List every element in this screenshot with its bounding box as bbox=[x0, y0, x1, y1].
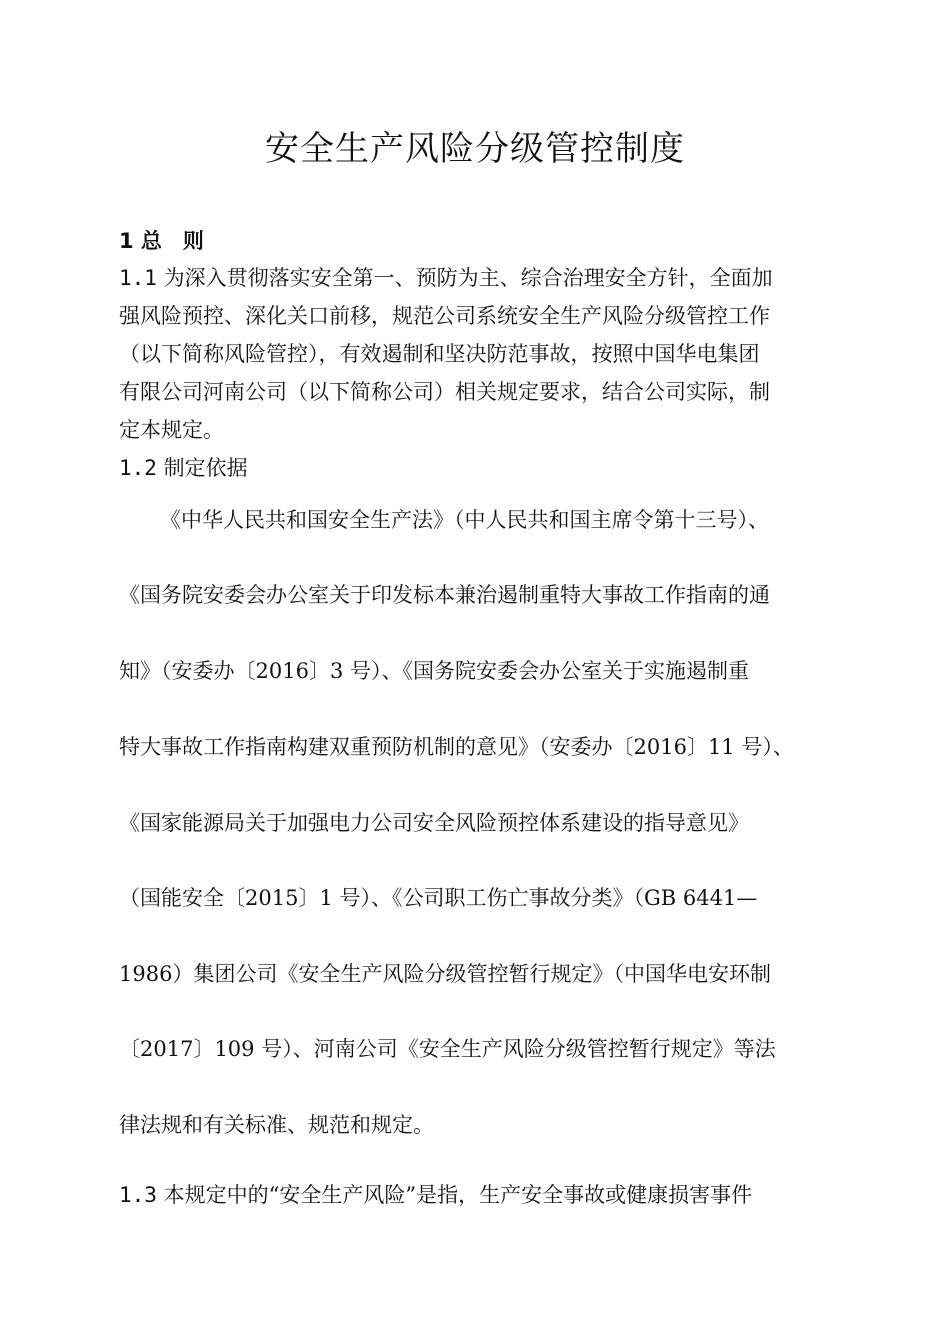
clause-number-1-1: 1.1 bbox=[119, 266, 157, 290]
paragraph-1-3-text-1: 本规定中的“安全生产风险”是指，生产安全事故或健康损害事件 bbox=[163, 1183, 753, 1207]
basis-line-3: 知》（安委办〔2016〕3 号）、《国务院安委会办公室关于实施遏制重 bbox=[119, 659, 749, 683]
paragraph-1-1-line-4: 有限公司河南公司（以下简称公司）相关规定要求，结合公司实际，制 bbox=[119, 380, 770, 404]
paragraph-1-2-heading-text: 制定依据 bbox=[163, 456, 248, 480]
basis-line-2: 《国务院安委会办公室关于印发标本兼治遏制重特大事故工作指南的通 bbox=[119, 583, 770, 607]
page-title: 安全生产风险分级管控制度 bbox=[265, 129, 685, 169]
paragraph-1-1-text-1: 为深入贯彻落实安全第一、预防为主、综合治理安全方针，全面加 bbox=[163, 266, 773, 290]
section-heading-general: 1 总 则 bbox=[119, 229, 204, 253]
paragraph-1-3-line-1 bbox=[119, 1182, 752, 1208]
paragraph-1-2-heading bbox=[119, 455, 248, 481]
clause-number-1-3: 1.3 bbox=[119, 1183, 157, 1207]
paragraph-1-1-line-5: 定本规定。 bbox=[119, 418, 224, 442]
clause-number-1-2: 1.2 bbox=[119, 456, 157, 480]
paragraph-1-1-line-2: 强风险预控、深化关口前移，规范公司系统安全生产风险分级管控工作 bbox=[119, 304, 770, 328]
basis-line-1: 《中华人民共和国安全生产法》（中人民共和国主席令第十三号）、 bbox=[160, 508, 769, 532]
basis-line-6: （国能安全〔2015〕1 号）、《公司职工伤亡事故分类》（GB 6441— bbox=[119, 886, 758, 910]
paragraph-1-1-line-1 bbox=[119, 265, 773, 291]
basis-line-5: 《国家能源局关于加强电力公司安全风险预控体系建设的指导意见》 bbox=[119, 811, 749, 835]
basis-line-7: 1986）集团公司《安全生产风险分级管控暂行规定》（中国华电安环制 bbox=[119, 962, 771, 986]
basis-line-8: 〔2017〕109 号）、河南公司《安全生产风险分级管控暂行规定》等法 bbox=[119, 1037, 776, 1061]
basis-line-4: 特大事故工作指南构建双重预防机制的意见》（安委办〔2016〕11 号）、 bbox=[119, 735, 794, 759]
basis-line-9: 律法规和有关标准、规范和规定。 bbox=[119, 1113, 434, 1137]
paragraph-1-1-line-3: （以下简称风险管控），有效遏制和坚决防范事故，按照中国华电集团 bbox=[119, 342, 760, 366]
